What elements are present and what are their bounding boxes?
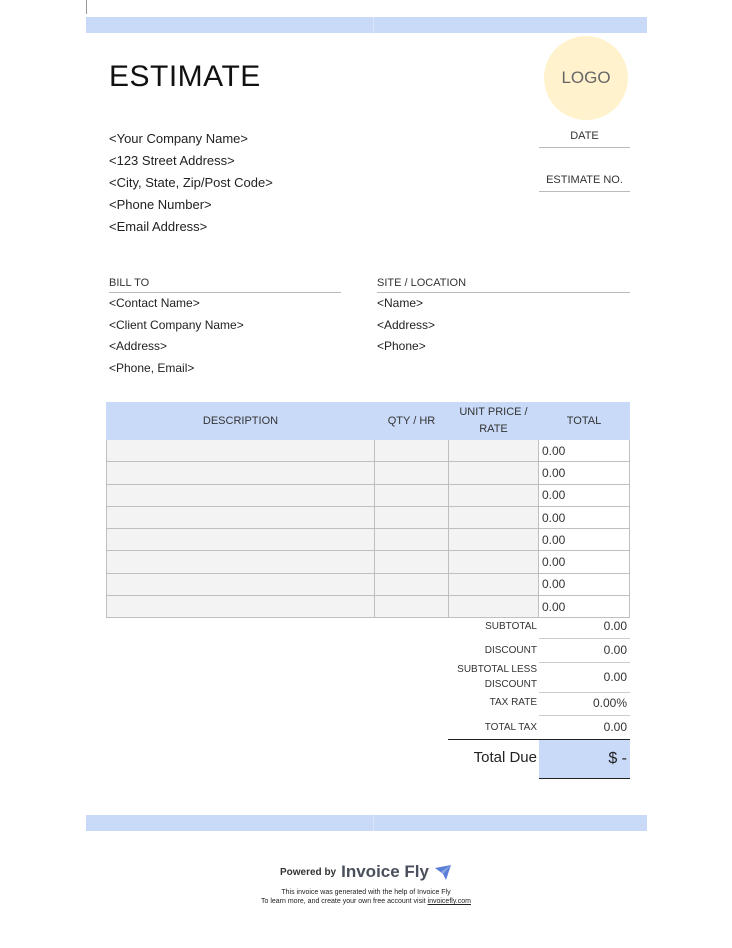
tax-rate-value: 0.00% [539,696,630,716]
total-tax-value: 0.00 [603,720,627,734]
description-cell[interactable] [107,462,375,484]
col-header-total: TOTAL [539,403,630,440]
subtotal-label: SUBTOTAL [485,621,537,632]
col-header-qty: QTY / HR [375,403,449,440]
discount-row [448,643,630,663]
table-row [107,596,630,618]
description-cell[interactable] [107,484,375,506]
description-cell[interactable] [107,573,375,595]
subtotal-value: 0.00 [539,619,630,639]
description-cell[interactable] [107,529,375,551]
company-street: <123 Street Address> [109,153,235,168]
bill-to-address: <Address> [109,339,168,353]
unit-price-cell[interactable] [449,596,539,618]
unit-price-header-line1: UNIT PRICE / [459,406,528,418]
header-accent-bar [86,17,647,33]
unit-price-cell[interactable] [449,440,539,462]
description-cell[interactable] [107,551,375,573]
footer-line-2: To learn more, and create your own free account visit invoicefly.com [261,898,471,905]
subtotal-row [448,619,630,639]
footer-line-1: This invoice was generated with the help of Invoice Fly [281,889,451,896]
table-row [107,462,630,484]
table-row [107,529,630,551]
site-address: <Address> [377,317,436,332]
table-row [107,551,630,573]
qty-cell[interactable] [375,484,449,506]
description-cell[interactable] [107,596,375,618]
table-row [107,440,630,462]
table-row [107,573,630,595]
total-tax-row [448,720,630,740]
line-items-table [106,402,630,618]
table-header-row [107,403,630,440]
brand-name: Invoice Fly [341,862,429,881]
qty-cell[interactable] [375,573,449,595]
site-location-label: SITE / LOCATION [377,277,630,293]
unit-price-cell[interactable] [449,484,539,506]
company-city: <City, State, Zip/Post Code> [109,175,273,190]
subtotal-less-discount-value: 0.00 [539,662,630,693]
bill-to-label: BILL TO [109,277,341,293]
tax-rate-row [448,696,630,716]
total-cell[interactable]: 0.00 [539,440,630,462]
discount-value: 0.00 [539,643,630,663]
bill-to-lines [109,293,244,379]
bill-to-phone-email: <Phone, Email> [109,360,195,375]
discount-label: DISCOUNT [484,645,537,656]
qty-cell[interactable] [375,462,449,484]
date-field-label: DATE [539,130,630,148]
total-cell[interactable]: 0.00 [539,506,630,528]
logo-placeholder[interactable] [544,36,628,120]
qty-cell[interactable] [375,440,449,462]
qty-cell[interactable] [375,506,449,528]
table-row [107,506,630,528]
unit-price-cell[interactable] [449,529,539,551]
bill-to-company: <Client Company Name> [109,317,244,332]
footer-accent-bar [86,815,647,831]
unit-price-cell[interactable] [449,462,539,484]
company-name: <Your Company Name> [109,131,248,146]
col-header-description: DESCRIPTION [107,403,375,440]
total-tax-label: TOTAL TAX [484,722,537,733]
site-phone: <Phone> [377,339,426,353]
description-cell[interactable] [107,506,375,528]
qty-cell[interactable] [375,551,449,573]
company-info [109,128,273,238]
company-phone: <Phone Number> [109,197,212,212]
logo-text: LOGO [561,68,611,87]
site-lines [377,293,435,358]
site-name: <Name> [377,296,424,310]
total-due-label: Total Due [473,749,537,766]
bill-to-contact: <Contact Name> [109,296,200,310]
company-email: <Email Address> [109,219,208,234]
unit-price-cell[interactable] [449,506,539,528]
qty-cell[interactable] [375,596,449,618]
unit-price-cell[interactable] [449,573,539,595]
col-header-unit-price [449,403,539,440]
tax-rate-label: TAX RATE [489,697,537,708]
paper-plane-icon [434,863,452,881]
total-cell[interactable]: 0.00 [539,596,630,618]
total-cell[interactable]: 0.00 [539,551,630,573]
total-cell[interactable]: 0.00 [539,462,630,484]
unit-price-cell[interactable] [449,551,539,573]
estimate-no-field-label: ESTIMATE NO. [539,174,630,192]
total-cell[interactable]: 0.00 [539,529,630,551]
subtotal-less-discount-label: SUBTOTAL LESS DISCOUNT [457,664,537,690]
table-row [107,484,630,506]
description-cell[interactable] [107,440,375,462]
total-cell[interactable]: 0.00 [539,573,630,595]
document-title: ESTIMATE [109,60,261,93]
powered-by-row [0,862,732,882]
total-due-value: $ - [539,740,630,779]
powered-by-text: Powered by [279,866,337,878]
subtotal-less-discount-row [448,662,630,692]
unit-price-header-line2: RATE [479,423,508,435]
qty-cell[interactable] [375,529,449,551]
invoicefly-link[interactable]: invoicefly.com [427,898,471,905]
total-cell[interactable]: 0.00 [539,484,630,506]
text-cursor-marker [86,0,87,14]
